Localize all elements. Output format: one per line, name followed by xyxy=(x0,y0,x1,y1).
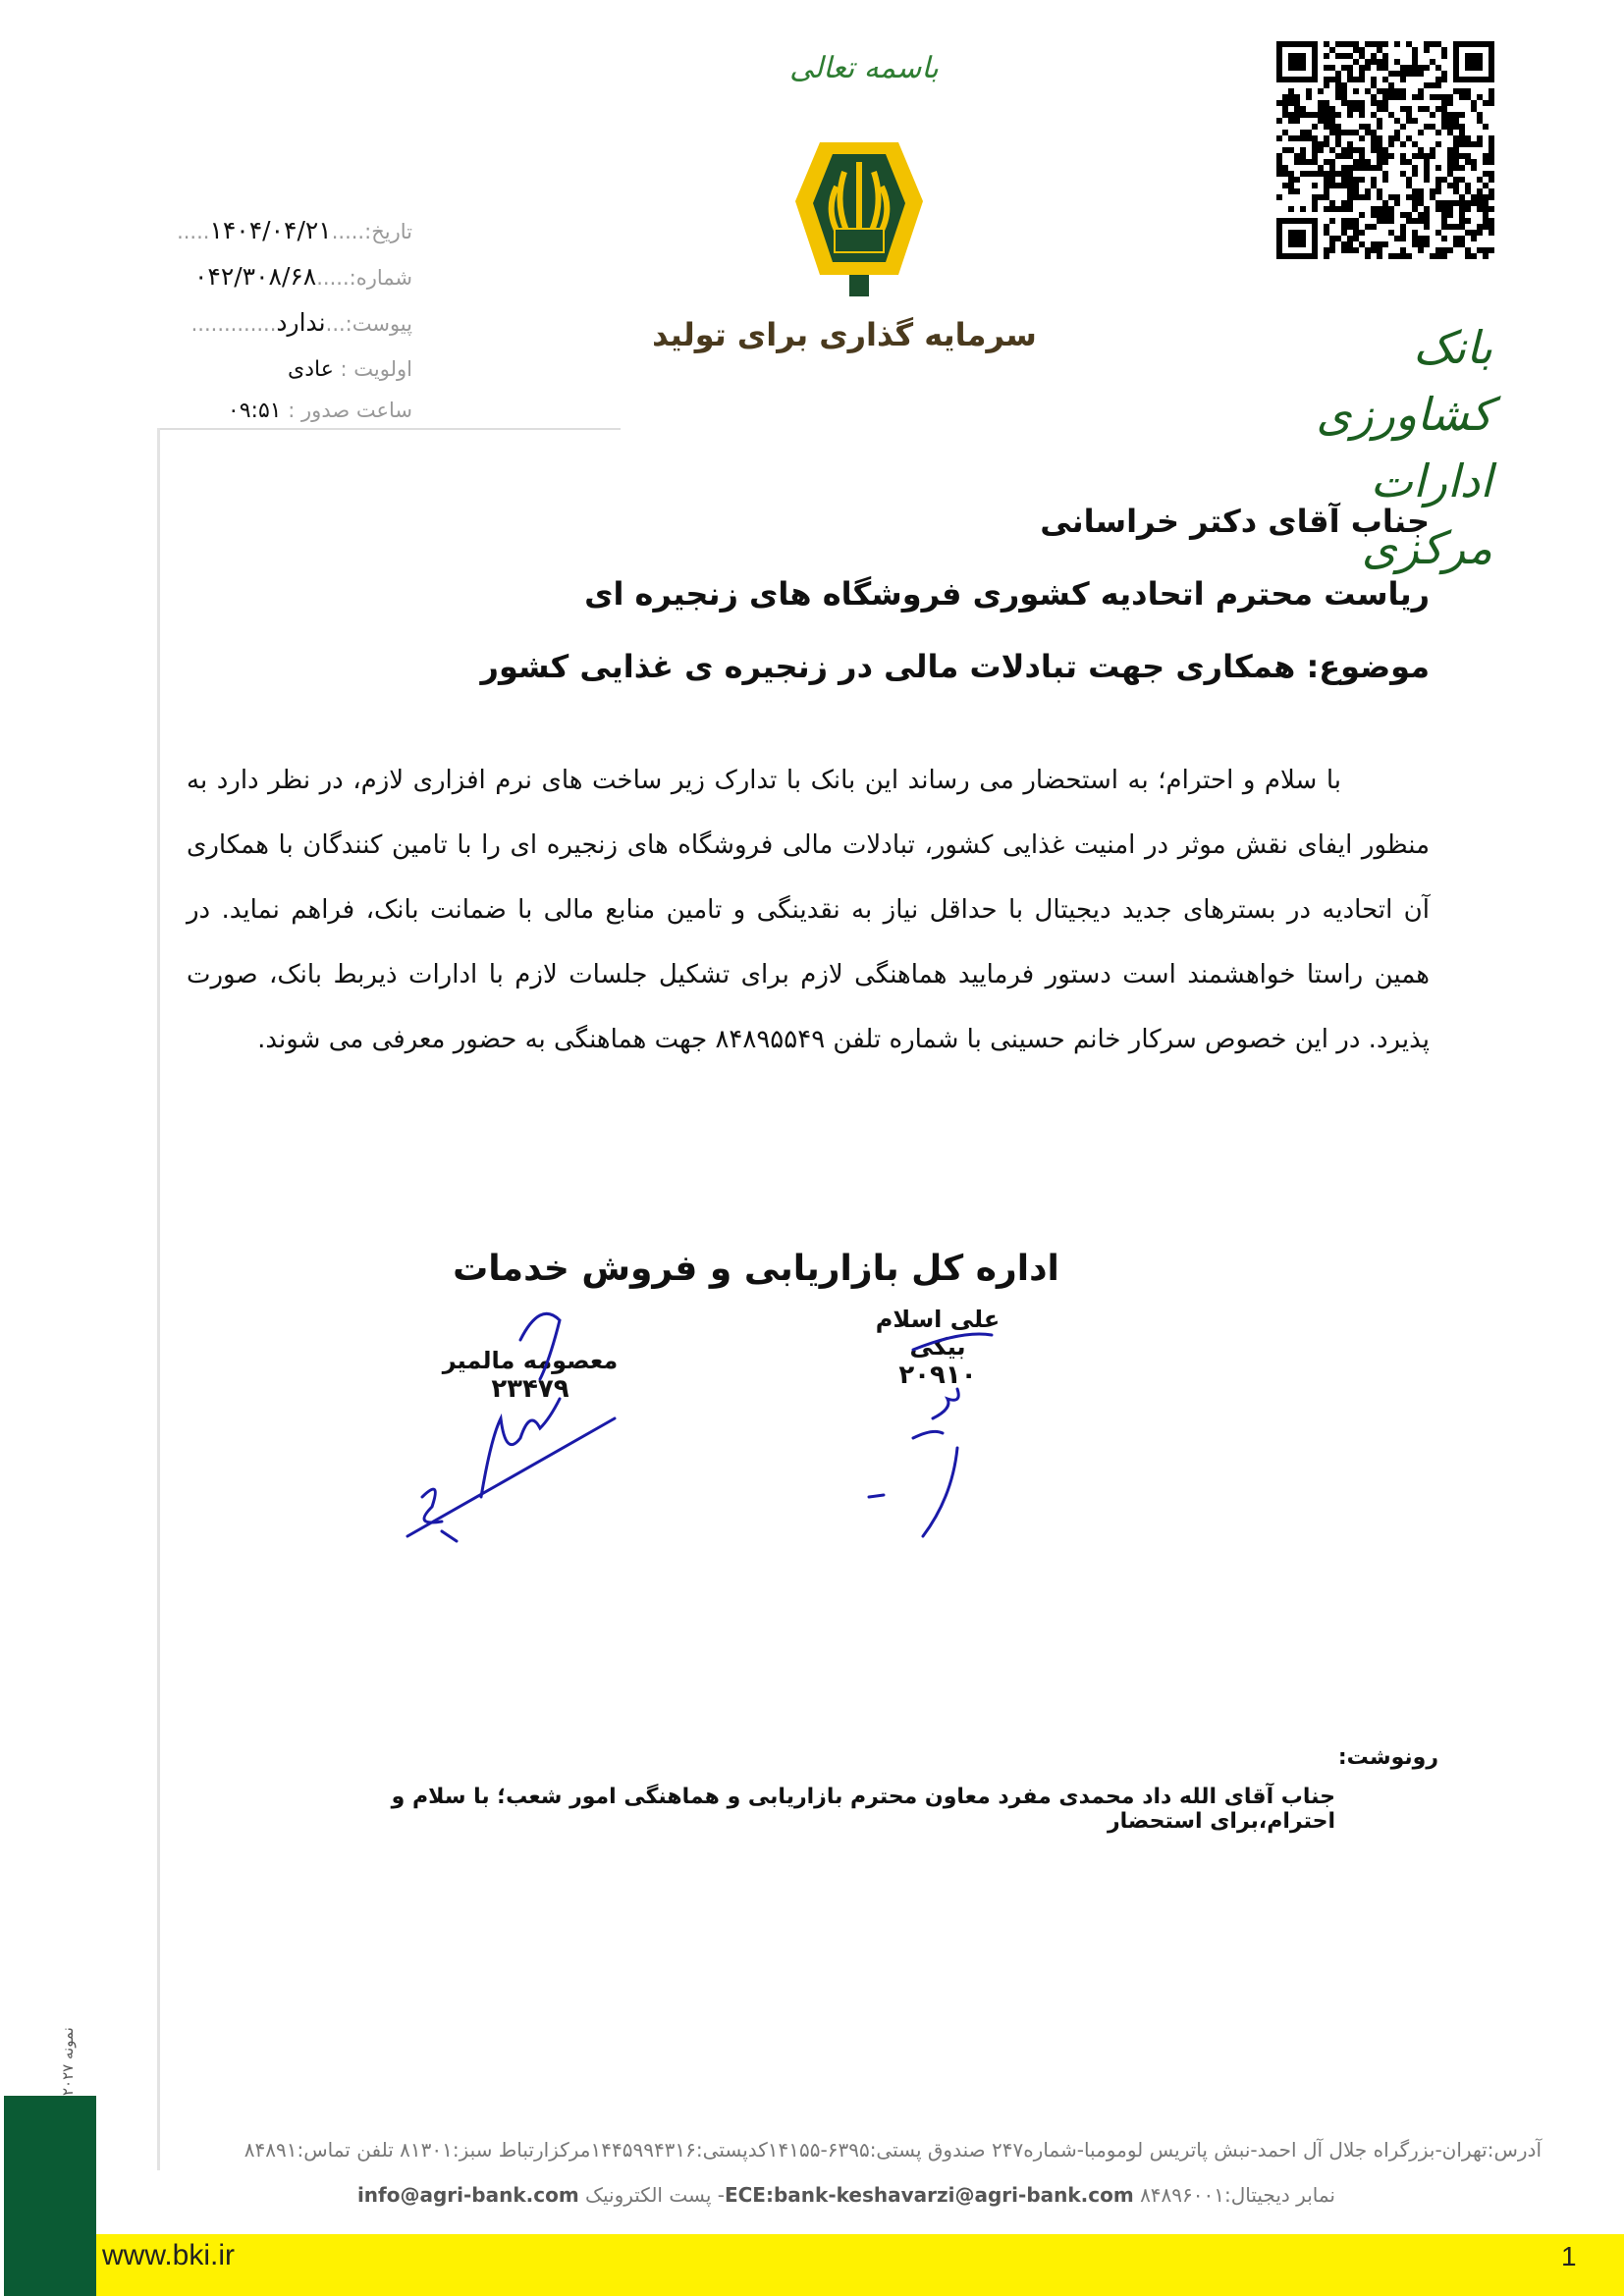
footer-address: آدرس:تهران-بزرگراه جلال آل احمد-نبش پاتریس لومومبا-شماره۲۴۷ صندوق پستی:۶۳۹۵-۱۴۱۵۵کدپستی:۱۴۴۵۹۹۴۳۱۶مرکزارتباط سبز:۸۱۳۰۱ تلفن تماس:۸۴۸۹۱ xyxy=(244,2138,1542,2162)
form-number: نمونه ۲۰۲۷ xyxy=(59,2027,77,2096)
date-dots: ..... xyxy=(331,220,365,243)
signer2-name: معصومه مالمیر xyxy=(442,1347,619,1374)
signature-ali xyxy=(854,1330,1001,1546)
cc-text: جناب آقای الله داد محمدی مفرد معاون محترم بازاریابی و هماهنگی امور شعب؛ با سلام و احترام،برای استحضار xyxy=(391,1785,1335,1834)
signature-masoumeh xyxy=(403,1301,628,1546)
time-value: ۰۹:۵۱ xyxy=(227,399,282,423)
meta-divider xyxy=(157,428,621,430)
bank-name-line2: ادارات مرکزی xyxy=(1361,454,1492,574)
fax-text: نمابر دیجیتال:۸۴۸۹۶۰۰۱ xyxy=(1133,2183,1335,2207)
bank-name xyxy=(1257,314,1492,581)
number-value: ۰۴۲/۳۰۸/۶۸ xyxy=(193,262,317,291)
number-row xyxy=(157,254,412,300)
attachment-dots: ... xyxy=(325,312,346,336)
bank-name-line1: بانک کشاورزی xyxy=(1316,321,1492,441)
email-label: - پست الکترونیک xyxy=(578,2183,725,2207)
signer2-code: ۲۳۴۷۹ xyxy=(491,1374,569,1404)
department-name: اداره کل بازاریابی و فروش خدمات xyxy=(453,1249,1059,1289)
number-dots: ..... xyxy=(316,266,350,290)
time-label: ساعت صدور : xyxy=(288,399,412,422)
footer-contact xyxy=(295,2183,1335,2207)
qr-code xyxy=(1276,41,1494,259)
signer1-name: علی اسلام بیکی xyxy=(875,1306,1001,1361)
footer-green-bar xyxy=(4,2096,96,2296)
footer-yellow-bar xyxy=(96,2234,1624,2296)
email-address[interactable]: info@agri-bank.com xyxy=(356,2183,579,2207)
ece-address[interactable]: ECE:bank-keshavarzi@agri-bank.com xyxy=(724,2183,1134,2207)
date-row xyxy=(157,208,412,254)
letter-meta xyxy=(157,208,412,429)
date-value: ۱۴۰۴/۰۴/۲۱ xyxy=(209,216,332,244)
slogan: سرمایه گذاری برای تولید xyxy=(652,316,1037,353)
attachment-dots: ............. xyxy=(190,312,277,336)
bank-logo xyxy=(785,133,933,299)
addressee-title: ریاست محترم اتحادیه کشوری فروشگاه های زنجیره ای xyxy=(584,575,1430,613)
number-label: شماره: xyxy=(349,266,412,290)
page-number: 1 xyxy=(1561,2241,1577,2271)
priority-value: عادی xyxy=(288,357,334,382)
date-label: تاریخ: xyxy=(364,220,412,243)
priority-label: اولویت : xyxy=(340,357,412,381)
date-dots: ..... xyxy=(177,220,210,243)
addressee-name: جناب آقای دکتر خراسانی xyxy=(1040,503,1430,540)
letter-body: با سلام و احترام؛ به استحضار می رساند این بانک با تدارک زیر ساخت های نرم افزاری لازم، در نظر دارد به منظور ایفای نقش موثر در امنیت غذایی کشور، تبادلات مالی فروشگاه های زنجیره ای را با تامین کنندگان با همکاری آن اتحادیه در بسترهای جدید دیجیتال با حداقل نیاز به نقدینگی و تامین منابع مالی با ضمانت بانک، فراهم نماید. در همین راستا خواهشمند است دستور فرمایید هماهنگی لازم برای تشکیل جلسات لازم با ادارات ذیربط بانک، صورت پذیرد. در این خصوص سرکار خانم حسینی با شماره تلفن ۸۴۸۹۵۵۴۹ جهت هماهنگی به حضور معرفی می شوند. xyxy=(187,766,1430,1054)
attachment-row xyxy=(157,300,412,347)
attachment-value: ندارد xyxy=(276,308,326,337)
subject-line: موضوع: همکاری جهت تبادلات مالی در زنجیره ی غذایی کشور xyxy=(480,648,1430,685)
website-link[interactable]: www.bki.ir xyxy=(102,2239,236,2271)
basmeh-heading: باسمه تعالی xyxy=(789,51,939,85)
attachment-label: پیوست: xyxy=(345,312,412,336)
cc-label: رونوشت: xyxy=(1337,1745,1438,1770)
priority-row xyxy=(157,347,412,393)
time-row xyxy=(157,393,412,429)
margin-line xyxy=(157,428,160,2170)
signer1-code: ۲۰۹۱۰ xyxy=(898,1361,977,1390)
